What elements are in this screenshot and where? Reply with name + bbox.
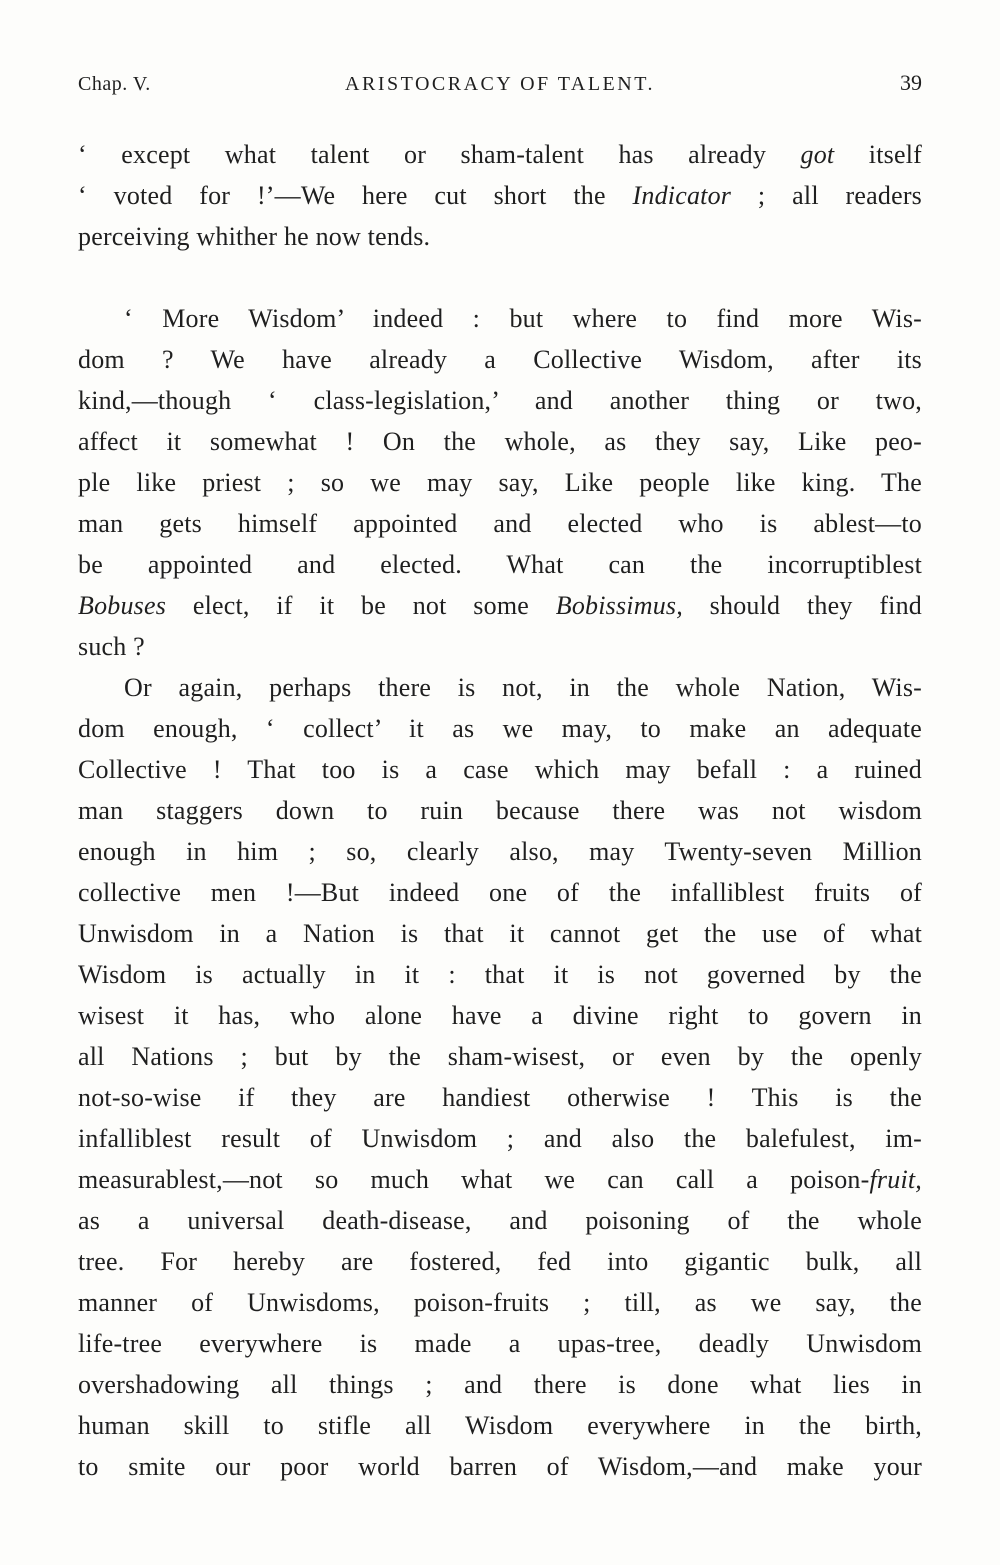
text-segment: such ? bbox=[78, 632, 145, 661]
text-line bbox=[78, 995, 922, 1036]
italic-text-segment: fruit, bbox=[869, 1165, 922, 1194]
text-line bbox=[78, 216, 922, 257]
text-line bbox=[78, 790, 922, 831]
text-segment: kind,—though ‘ class-legislation,’ and another thing or two, bbox=[78, 386, 922, 415]
text-segment: dom ? We have already a Collective Wisdom, after its bbox=[78, 345, 922, 374]
text-segment: to smite our poor world barren of Wisdom,—and make your bbox=[78, 1452, 922, 1481]
italic-text-segment: Bobuses bbox=[78, 591, 167, 620]
text-line bbox=[78, 421, 922, 462]
text-segment: Or again, perhaps there is not, in the whole Nation, Wis- bbox=[124, 673, 922, 702]
text-line bbox=[78, 175, 922, 216]
italic-text-segment: Indicator bbox=[632, 181, 732, 210]
text-segment: elect, if it be not some bbox=[166, 591, 556, 620]
chapter-label: Chap. V. bbox=[78, 73, 151, 95]
text-line bbox=[78, 1036, 922, 1077]
text-line bbox=[78, 544, 922, 585]
paragraph bbox=[78, 667, 922, 1487]
text-segment: wisest it has, who alone have a divine right to govern in bbox=[78, 1001, 922, 1030]
text-line bbox=[78, 708, 922, 749]
text-segment: life-tree everywhere is made a upas-tree, deadly Unwisdom bbox=[78, 1329, 922, 1358]
page-body bbox=[78, 134, 922, 1487]
text-line bbox=[78, 1159, 922, 1200]
text-line bbox=[78, 1200, 922, 1241]
paragraph bbox=[78, 134, 922, 257]
text-segment: overshadowing all things ; and there is done what lies in bbox=[78, 1370, 922, 1399]
text-line bbox=[78, 1364, 922, 1405]
text-line bbox=[78, 1282, 922, 1323]
text-line bbox=[78, 503, 922, 544]
text-segment: itself bbox=[834, 140, 922, 169]
text-line bbox=[78, 626, 922, 667]
italic-text-segment: Bobissimus, bbox=[555, 591, 683, 620]
text-line bbox=[78, 1405, 922, 1446]
text-segment: not-so-wise if they are handiest otherwise ! This is the bbox=[78, 1083, 922, 1112]
text-line bbox=[78, 585, 922, 626]
text-segment: perceiving whither he now tends. bbox=[78, 222, 431, 251]
text-segment: all Nations ; but by the sham-wisest, or even by the openly bbox=[78, 1042, 922, 1071]
text-segment: ; all readers bbox=[731, 181, 922, 210]
text-segment: ‘ voted for !’—We here cut short the bbox=[78, 181, 633, 210]
text-line bbox=[78, 1077, 922, 1118]
italic-text-segment: got bbox=[800, 140, 835, 169]
text-line bbox=[78, 1241, 922, 1282]
text-segment: dom enough, ‘ collect’ it as we may, to make an adequate bbox=[78, 714, 922, 743]
text-segment: measurablest,—not so much what we can call a poison- bbox=[78, 1165, 870, 1194]
text-line bbox=[78, 298, 922, 339]
page-number: 39 bbox=[900, 70, 922, 95]
text-segment: ‘ except what talent or sham-talent has already bbox=[78, 140, 801, 169]
text-segment: tree. For hereby are fostered, fed into gigantic bulk, all bbox=[78, 1247, 922, 1276]
text-segment: man staggers down to ruin because there was not wisdom bbox=[78, 796, 922, 825]
text-line bbox=[78, 954, 922, 995]
text-segment: human skill to stifle all Wisdom everywhere in the birth, bbox=[78, 1411, 922, 1440]
text-line bbox=[78, 134, 922, 175]
text-segment: man gets himself appointed and elected who is ablest—to bbox=[78, 509, 922, 538]
text-line bbox=[78, 913, 922, 954]
text-line bbox=[78, 339, 922, 380]
text-line bbox=[78, 380, 922, 421]
text-line bbox=[78, 749, 922, 790]
text-line bbox=[78, 1446, 922, 1487]
text-line bbox=[78, 872, 922, 913]
text-line bbox=[78, 1118, 922, 1159]
paragraph bbox=[78, 298, 922, 667]
text-segment: Collective ! That too is a case which may befall : a ruined bbox=[78, 755, 922, 784]
text-segment: ‘ More Wisdom’ indeed : but where to find more Wis- bbox=[124, 304, 922, 333]
page-header bbox=[78, 70, 922, 96]
text-segment: manner of Unwisdoms, poison-fruits ; till, as we say, the bbox=[78, 1288, 922, 1317]
text-segment: enough in him ; so, clearly also, may Twenty-seven Million bbox=[78, 837, 922, 866]
text-line bbox=[78, 1323, 922, 1364]
text-line bbox=[78, 831, 922, 872]
text-segment: affect it somewhat ! On the whole, as they say, Like peo- bbox=[78, 427, 922, 456]
text-line bbox=[78, 667, 922, 708]
text-segment: Unwisdom in a Nation is that it cannot get the use of what bbox=[78, 919, 922, 948]
text-segment: infalliblest result of Unwisdom ; and also the balefulest, im- bbox=[78, 1124, 922, 1153]
text-segment: should they find bbox=[682, 591, 922, 620]
text-segment: as a universal death-disease, and poisoning of the whole bbox=[78, 1206, 922, 1235]
text-segment: collective men !—But indeed one of the infalliblest fruits of bbox=[78, 878, 922, 907]
text-segment: ple like priest ; so we may say, Like people like king. The bbox=[78, 468, 922, 497]
text-segment: Wisdom is actually in it : that it is not governed by the bbox=[78, 960, 922, 989]
text-segment: be appointed and elected. What can the incorruptiblest bbox=[78, 550, 922, 579]
text-line bbox=[78, 462, 922, 503]
running-head-title: ARISTOCRACY OF TALENT. bbox=[345, 73, 655, 95]
